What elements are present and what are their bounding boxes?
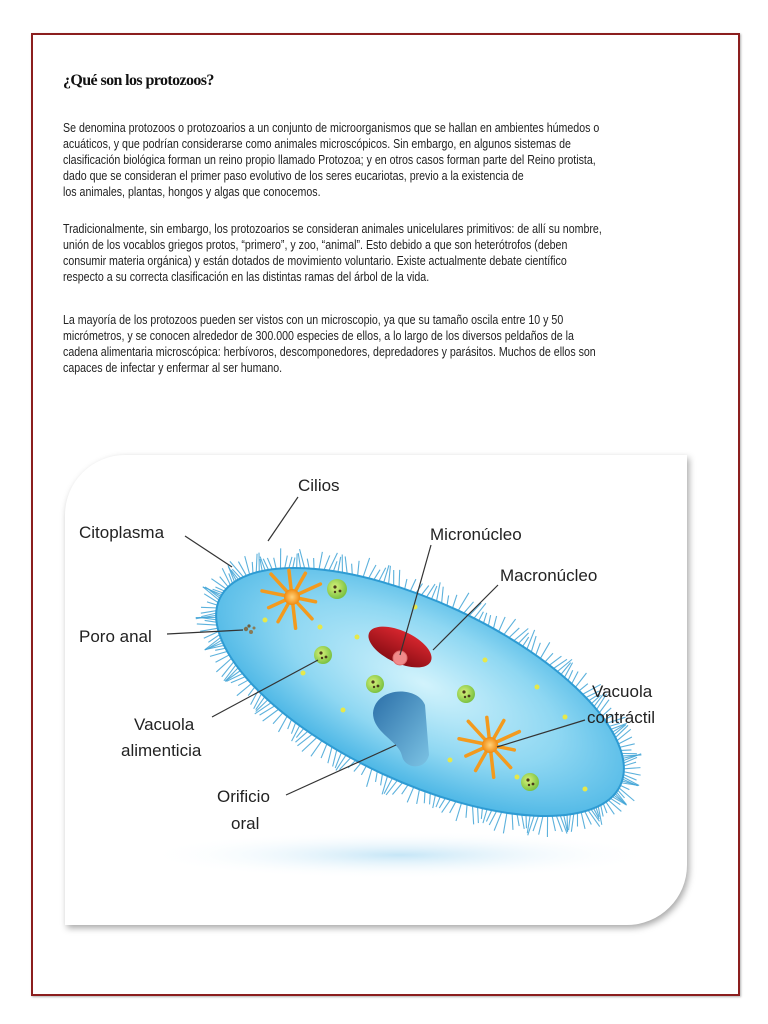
cilium: [539, 814, 544, 835]
cilium: [503, 811, 507, 833]
label-vacuola-alimenticia-1: Vacuola: [134, 715, 195, 734]
text-line: micrómetros, y se conocen alrededor de 300.000 especies de ellos, a lo largo de los diversos peldaños de la: [63, 329, 574, 343]
text-line: dado que se consideran el primer paso evolutivo de los seres eucariotas, previo a la existencia de: [63, 169, 524, 183]
label-vacuola-contractil-1: Vacuola: [592, 682, 653, 701]
leader-cilios: [268, 497, 298, 541]
cilium: [456, 801, 462, 821]
food-vacuole: [327, 579, 347, 599]
granule: [318, 625, 323, 630]
food-vacuole: [366, 675, 384, 693]
vacuole-center: [284, 589, 300, 605]
label-orificio-oral-2: oral: [231, 814, 260, 833]
cilium: [362, 558, 369, 579]
granule: [583, 787, 588, 792]
granule: [263, 618, 268, 623]
food-vacuole: [457, 685, 475, 703]
label-vacuola-alimenticia-2: alimenticia: [121, 741, 202, 760]
page-title: ¿Qué son los protozoos?: [63, 72, 214, 89]
label-citoplasma: Citoplasma: [79, 523, 165, 542]
text-line: unión de los vocablos griegos protos, “primero”, y zoo, “animal”. Esto debido a que son heterótrofos (deben: [63, 238, 568, 252]
label-vacuola-contractil-2: contráctil: [587, 708, 656, 727]
paragraph-definition: [63, 120, 599, 200]
text-line: La mayoría de los protozoos pueden ser vistos con un microscopio, ya que su tamaño oscila entre 10 y 50: [63, 313, 564, 327]
label-poro-anal: Poro anal: [79, 627, 152, 646]
granule: [535, 685, 540, 690]
granule: [301, 671, 306, 676]
cilium: [539, 642, 549, 660]
text-line: capaces de infectar y enfermar al ser humano.: [63, 361, 283, 375]
granule: [483, 658, 488, 663]
cell-shadow: [145, 831, 655, 879]
granule: [563, 715, 568, 720]
paramecium-diagram: [65, 455, 687, 925]
text-line: consumir materia orgánica) y están dotados de movimiento voluntario. Existe actualmente debate científico: [63, 254, 567, 268]
paragraph-tradition: [63, 221, 602, 285]
granule: [448, 758, 453, 763]
cilium: [197, 624, 219, 625]
vacuole-center: [482, 737, 498, 753]
text-line: respecto a su correcta clasificación en las distintas ramas del árbol de la vida.: [63, 270, 430, 284]
cilium: [237, 682, 253, 695]
cilium: [526, 630, 534, 651]
leader-citoplasma: [185, 536, 232, 567]
text-line: cadena alimentaria microscópica: herbívoros, descomponedores, depredadores y parásitos. Muchos de ellos son: [63, 345, 596, 359]
label-cilios: Cilios: [298, 476, 340, 495]
cilium: [367, 767, 373, 787]
text-line: Tradicionalmente, sin embargo, los protozoarios se consideran animales unicelulares primitivos: de allí su nombre,: [63, 222, 602, 236]
food-vacuole: [521, 773, 539, 791]
text-line: los animales, plantas, hongos y algas que conocemos.: [63, 185, 321, 199]
label-micronucleo: Micronúcleo: [430, 525, 522, 544]
text-line: acuáticos, y que podrían considerarse como animales microscópicos. Sin embargo, en algunos sistemas de: [63, 137, 571, 151]
cilium: [436, 582, 440, 603]
text-line: clasificación biológica forman un reino propio llamado Protozoa; y en otros casos forman parte del Reino protista,: [63, 153, 596, 167]
paragraph-size: [63, 312, 596, 376]
granule: [515, 775, 520, 780]
text-line: Se denomina protozoos o protozoarios a un conjunto de microorganismos que se hallan en ambientes húmedos o: [63, 121, 600, 135]
cilium: [216, 657, 233, 672]
granule: [355, 635, 360, 640]
granule: [341, 708, 346, 713]
label-orificio-oral-1: Orificio: [217, 787, 270, 806]
label-macronucleo: Macronúcleo: [500, 566, 598, 585]
paramecium-illustration-card: [65, 455, 687, 925]
